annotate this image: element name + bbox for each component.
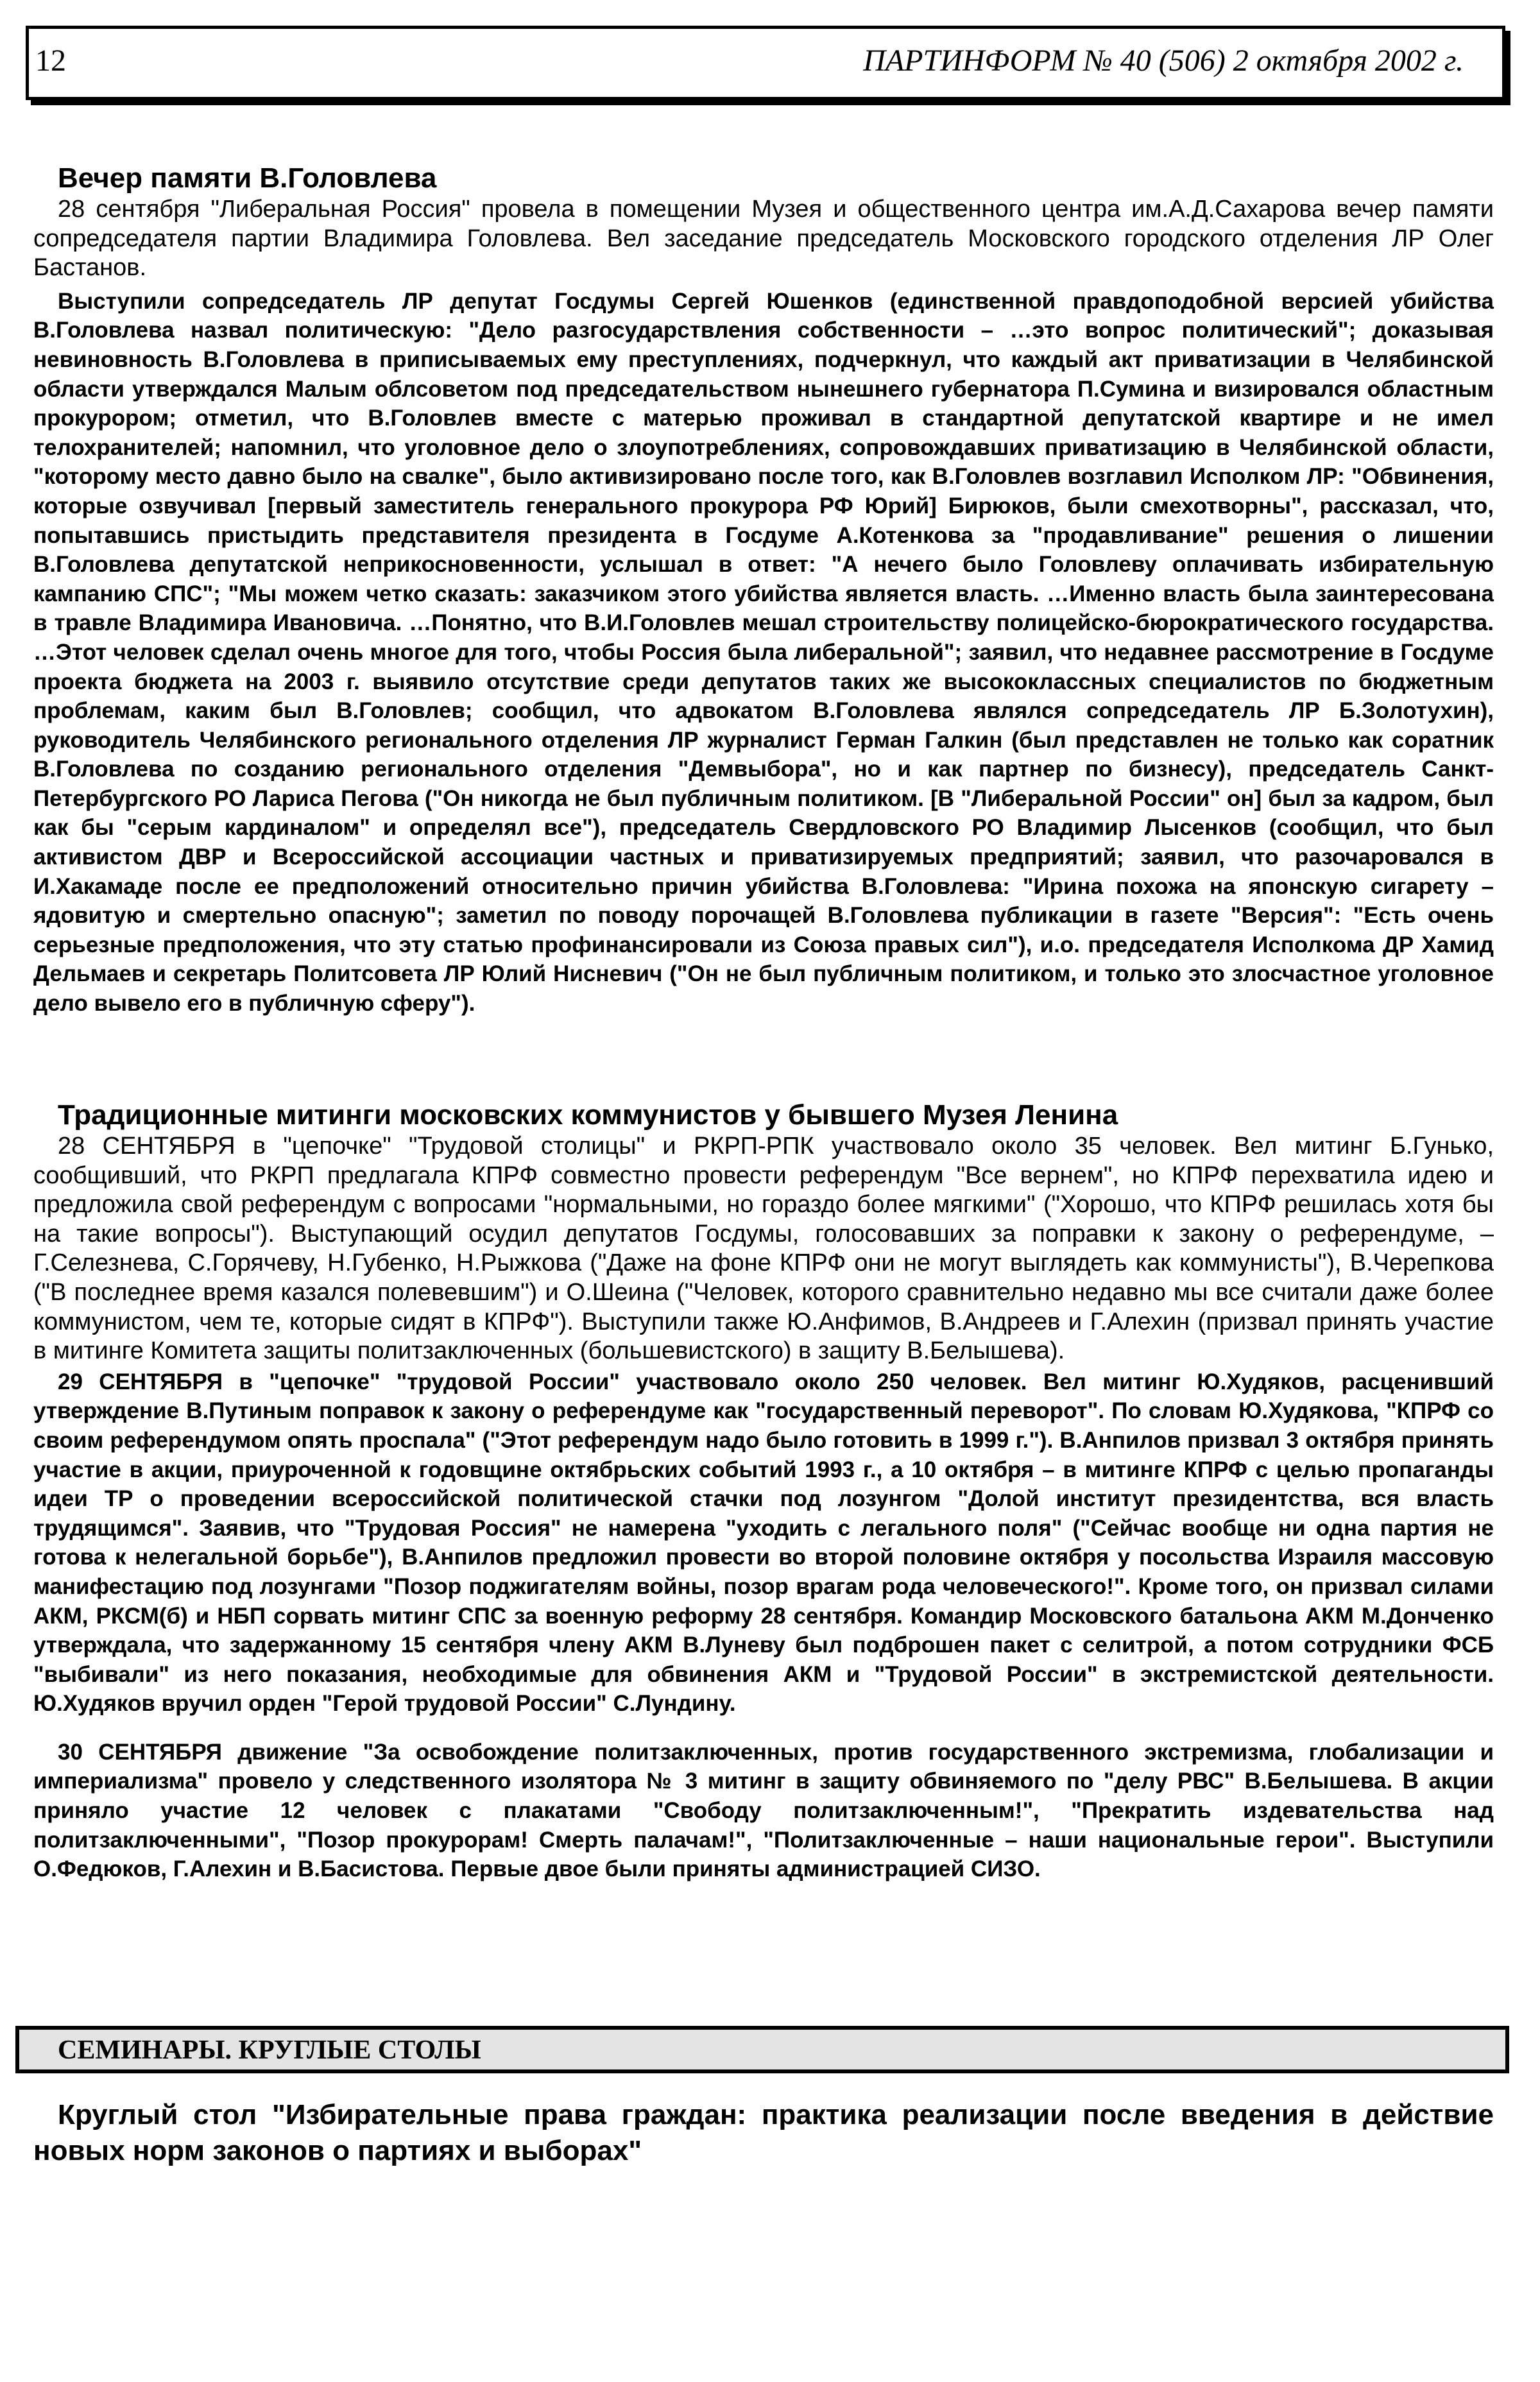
section-header [15, 2026, 1509, 2073]
article-rallies [33, 1099, 1494, 1884]
page-header [26, 26, 1505, 100]
article-title: Круглый стол "Избирательные права граждан: практика реализации после введения в действие новых норм законов о партиях и выборах" [33, 2099, 1494, 2166]
article-round-table [33, 2097, 1494, 2169]
article-golovlev [33, 162, 1494, 1018]
page-number: 12 [35, 44, 66, 78]
article-paragraph: Выступили сопредседатель ЛР депутат Госдумы Сергей Юшенков (единственной правдоподобной версией убийства В.Головлева назвал политическую: "Дело разгосударствления собственности – …это вопрос политический"; доказывая невиновность В.Головлева в приписываемых ему преступлениях, подчеркнул, что каждый акт приватизации в Челябинской области утверждался Малым облсоветом под председательством нынешнего губернатора П.Сумина и визировался областным прокурором; отметил, что В.Головлев вместе с матерью проживал в стандартной депутатской квартире и не имел телохранителей; напомнил, что уголовное дело о злоупотреблениях, сопровождавших приватизацию в Челябинской области, "которому место давно было на свалке", было активизировано после того, как В.Головлев возглавил Исполком ЛР: "Обвинения, которые озвучивал [первый заместитель генерального прокурора РФ Юрий] Бирюков, были смехотворны", рассказал, что, попытавшись пристыдить представителя президента в Госдуме А.Котенкова за "продавливание" решения о лишении В.Головлева депутатской неприкосновенности, услышал в ответ: "А нечего было Головлеву оплачивать избирательную кампанию СПС"; "Мы можем четко сказать: заказчиком этого убийства является власть. …Именно власть была заинтересована в травле Владимира Ивановича. …Понятно, что В.И.Головлев мешал строительству полицейско-бюрократического государства. …Этот человек сделал очень многое для того, чтобы Россия была либеральной"; заявил, что недавнее рассмотрение в Госдуме проекта бюджета на 2003 г. выявило отсутствие среди депутатов таких же высококлассных специалистов по бюджетным проблемам, каким был В.Головлев; сообщил, что адвокатом В.Головлева являлся сопредседатель ЛР Б.Золотухин), руководитель Челябинского регионального отделения ЛР журналист Герман Галкин (был представлен не только как соратник В.Головлева по созданию регионального отделения "Демвыбора", но и как партнер по бизнесу), председатель Санкт-Петербургского РО Лариса Пегова ("Он никогда не был публичным политиком. [В "Либеральной России" он] был за кадром, был как бы "серым кардиналом" и определял все"), председатель Свердловского РО Владимир Лысенков (сообщил, что был активистом ДВР и Всероссийской ассоциации частных и приватизируемых предприятий; заявил, что разочаровался в И.Хакамаде после ее предположений относительно причин убийства В.Головлева: "Ирина похожа на японскую сигарету – ядовитую и смертельно опасную"; заметил по поводу порочащей В.Головлева публикации в газете "Версия": "Есть очень серьезные предположения, что эту статью профинансировали из Союза правых сил"), и.о. председателя Исполкома ДР Хамид Дельмаев и секретарь Политсовета ЛР Юлий Нисневич ("Он не был публичным политиком, и только это злосчастное уголовное дело вывело его в публичную сферу"). [33, 288, 1494, 1016]
publication-title: ПАРТИНФОРМ № 40 (506) 2 октября 2002 г. [863, 44, 1464, 78]
article-title: Традиционные митинги московских коммунистов у бывшего Музея Ленина [58, 1099, 1118, 1131]
article-paragraph: 30 СЕНТЯБРЯ движение "За освобождение политзаключенных, против государственного экстремизма, глобализации и империализма" провело у следственного изолятора № 3 митинг в защиту обвиняемого по "делу РВС" В.Белышева. В акции приняло участие 12 человек с плакатами "Свободу политзаключенным!", "Прекратить издевательства над политзаключенными", "Позор прокурорам! Смерть палачам!", "Политзаключенные – наши национальные герои". Выступили О.Федюков, Г.Алехин и В.Басистова. Первые двое были приняты администрацией СИЗО. [33, 1739, 1494, 1882]
section-title: СЕМИНАРЫ. КРУГЛЫЕ СТОЛЫ [58, 2035, 481, 2065]
article-paragraph: 28 СЕНТЯБРЯ в "цепочке" "Трудовой столицы" и РКРП-РПК участвовало около 35 человек. Вел митинг Б.Гунько, сообщивший, что РКРП предлагала КПРФ совместно провести референдум "Все вернем", но КПРФ перехватила идею и предложила свой референдум с вопросами "нормальными, но гораздо более мягкими" ("Хорошо, что КПРФ решилась хотя бы на такие вопросы"). Выступающий осудил депутатов Госдумы, голосовавших за поправки к закону о референдуме, – Г.Селезнева, С.Горячеву, Н.Губенко, Н.Рыжкова ("Даже на фоне КПРФ они не могут выглядеть как коммунисты"), В.Черепкова ("В последнее время казался полевевшим") и О.Шеина ("Человек, которого сравнительно недавно мы все считали даже более коммунистом, чем те, которые сидят в КПРФ"). Выступили также Ю.Анфимов, В.Андреев и Г.Алехин (призвал принять участие в митинге Комитета защиты политзаключенных (большевистского) в защиту В.Белышева). [33, 1133, 1494, 1365]
article-title: Вечер памяти В.Головлева [58, 162, 437, 194]
article-paragraph: 29 СЕНТЯБРЯ в "цепочке" "трудовой России" участвовало около 250 человек. Вел митинг Ю.Худяков, расценивший утверждение В.Путиным поправок к закону о референдуме как "государственный переворот". По словам Ю.Худякова, "КПРФ со своим референдумом опять проспала" ("Этот референдум надо было готовить в 1999 г."). В.Анпилов призвал 3 октября принять участие в акции, приуроченной к годовщине октябрьских событий 1993 г., а 10 октября – в митинге КПРФ с целью пропаганды идеи ТР о проведении всероссийской политической стачки под лозунгом "Долой институт президентства, вся власть трудящимся". Заявив, что "Трудовая Россия" не намерена "уходить с легального поля" ("Сейчас вообще ни одна партия не готова к нелегальной борьбе"), В.Анпилов предложил провести во второй половине октября у посольства Израиля массовую манифестацию под лозунгами "Позор поджигателям войны, позор врагам рода человеческого!". Кроме того, он призвал силами АКМ, РКСМ(б) и НБП сорвать митинг СПС за военную реформу 28 сентября. Командир Московского батальона АКМ М.Донченко утверждала, что задержанному 15 сентября члену АКМ В.Луневу был подброшен пакет с селитрой, а потом сотрудники ФСБ "выбивали" из него показания, необходимые для обвинения АКМ и "Трудовой России" в экстремистской деятельности. Ю.Худяков вручил орден "Герой трудовой России" С.Лундину. [33, 1369, 1494, 1717]
article-paragraph: 28 сентября "Либеральная Россия" провела в помещении Музея и общественного центра им.А.Д.Сахарова вечер памяти сопредседателя партии Владимира Головлева. Вел заседание председатель Московского городского отделения ЛР Олег Бастанов. [33, 196, 1494, 282]
